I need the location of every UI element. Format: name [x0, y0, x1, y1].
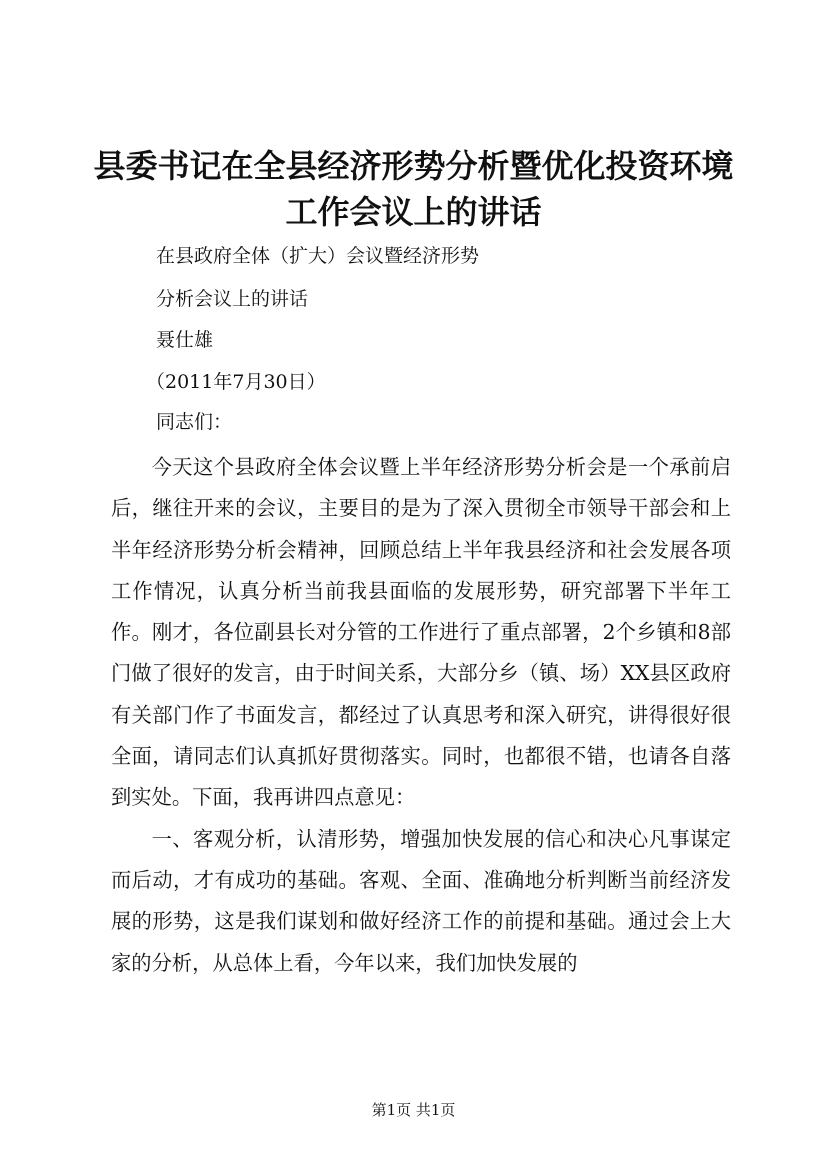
salutation: 同志们： — [156, 411, 233, 433]
speech-date: （2011年7月30日） — [146, 371, 326, 393]
document-title-line-2: 工作会议上的讲话 — [285, 193, 542, 231]
author-name: 聂仕雄 — [156, 329, 214, 351]
speech-body — [111, 447, 731, 984]
page-number: 第1页 共1页 — [371, 1101, 456, 1119]
subtitle-line-2: 分析会议上的讲话 — [156, 288, 309, 310]
document-title-line-1: 县委书记在全县经济形势分析暨优化投资环境 — [93, 147, 734, 185]
subtitle-line-1: 在县政府全体（扩大）会议暨经济形势 — [156, 245, 480, 267]
paragraph: 今天这个县政府全体会议暨上半年经济形势分析会是一个承前启后，继往开来的会议，主要目的是为了深入贯彻全市领导干部会和上半年经济形势分析会精神，回顾总结上半年我县经济和社会发展各项工作情况，认真分析当前我县面临的发展形势，研究部署下半年工作。刚才，各位副县长对分管的工作进行了重点部署，2个乡镇和8部门做了很好的发言，由于时间关系，大部分乡（镇、场）XX县区政府有关部门作了书面发言，都经过了认真思考和深入研究，讲得很好很全面，请同志们认真抓好贯彻落实。同时，也都很不错，也请各自落到实处。下面，我再讲四点意见： — [111, 455, 731, 810]
paragraph: 一、客观分析，认清形势，增强加快发展的信心和决心凡事谋定而后动，才有成功的基础。客观、全面、准确地分析判断当前经济发展的形势，这是我们谋划和做好经济工作的前提和基础。通过会上大家的分析，从总体上看，今年以来，我们加快发展的 — [111, 826, 731, 975]
